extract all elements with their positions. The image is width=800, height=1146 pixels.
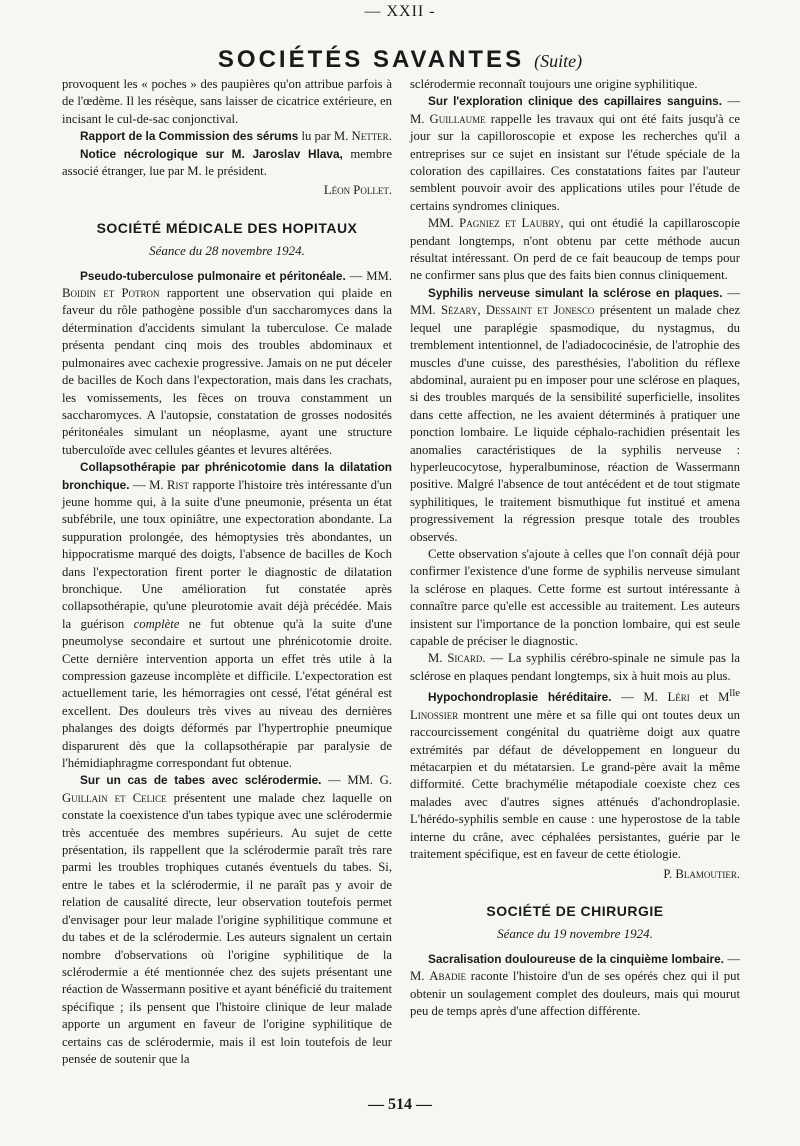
paragraph: Sur un cas de tabes avec sclérodermie. — MM. G. Guillain et Celice présentent une malade chez laquelle on constate la coexistence d'un tabes typique avec une sclérodermie très accentuée des membres supérieurs. Au sujet de cette présentation, ils rappellent que la sclérodermie paraît très rare parmi les troubles trophiques cutanés éventuels du tabes. Si, entre le tabes et la sclérodermie, il ne paraît pas y avoir de relation de causalité directe, leur observation toutefois permet d'envisager pour leur malade l'origine syphilitique commune et du tabes et de la sclérodermie. Les auteurs signalent un certain nombre d'observations où l'origine syphilitique de la sclérodermie a été mentionnée chez des sujets présentant une réaction de Wassermann positive et ayant bénéficié du traitement spécifique ; ils pensent que l'histoire clinique de leur malade apporte un argument en faveur de l'origine syphilitique de certains cas de sclérodermie, mais il est loin toutefois de leur pensée de soutenir que la (62, 773, 392, 1066)
paragraph: Notice nécrologique sur M. Jaroslav Hlava, membre associé étranger, lue par M. le président. (62, 146, 392, 179)
page-subtitle: (Suite) (534, 51, 583, 71)
signature: P. Blamoutier. (663, 866, 740, 881)
paragraph: M. Sicard. — La syphilis cérébro-spinale ne simule pas la sclérose en plaques pendant longtemps, six à huit mois au plus. (410, 651, 740, 683)
section-date: Séance du 19 novembre 1924. (497, 926, 653, 942)
page-header (0, 46, 800, 74)
section-title: SOCIÉTÉ MÉDICALE DES HOPITAUX (96, 219, 358, 236)
right-column (410, 76, 740, 1020)
paragraph: Syphilis nerveuse simulant la sclérose en plaques. — MM. Sézary, Dessaint et Jonesco présentent un malade chez lequel une paraplégie spasmodique, du nystagmus, du tremblement intentionnel, de l'adiadococinésie, de l'atrophie des muscles d'une cuisse, des paresthésies, l'abolition du réflexe abdominal, auraient pu en imposer pour une sclérose en plaques, si des troubles marqués de la sensibilité superficielle, insolites dans cette affection, ne les avaient déterminés à pratiquer une ponction lombaire. Le liquide céphalo-rachidien présentait les anomalies caractéristiques de la syphilis nerveuse : hyperleucocytose, hyperalbuminose, réaction de Wassermann positive. Malgré l'absence de tout antécédent et de tout stigmate syphilitiques, le traitement bismuthique fut institué et amena progressivement la régression presque totale des troubles observés. (410, 285, 740, 544)
paragraph: sclérodermie reconnaît toujours une origine syphilitique. (410, 77, 698, 91)
roman-page-number: — XXII - (364, 3, 436, 20)
paragraph: provoquent les « poches » des paupières qu'on attribue parfois à de l'œdème. Il les résèque, sans laisser de cicatrice extérieure, en incisant le cul-de-sac conjonctival. (62, 77, 392, 126)
paragraph: Hypochondroplasie héréditaire. — M. Léri et $M^{lle}$ Linossier montrent une mère et sa fille qui ont toutes deux un raccourcissement congénital du quatrième doigt aux quatre extrémités par défaut de développement en longueur du métacarpien et du métatarsien. Le grand-père avait la même difformité. Cette brachymélie métapodiale coexiste chez ces malades avec d'autres signes atténués d'achondroplasie. L'hérédo-syphilis semble en cause : une hyperostose de la table interne du crâne, avec céphalées persistantes, guérie par le traitement spécifique, est en faveur de cette étiologie. (410, 688, 740, 862)
signature: Léon Pollet. (323, 183, 392, 198)
paragraph: Collapsothérapie par phrénicotomie dans la dilatation bronchique. — M. Rist rapporte l'histoire très intéressante d'un jeune homme qui, à la suite d'une pneumonie, présenta un état subfébrile, une toux opiniâtre, une expectoration abondante. La suppuration prolongée, des hémoptysies très abondantes, un hippocratisme marqué des doigts, l'absence de bacilles de Koch dans l'expectoration firent porter le diagnostic de dilatation bronchique. Une amélioration fut constatée après collapsothérapie, qu'une pleurotomie avait déjà précédée. Mais la guérison complète ne fut obtenue qu'à la suite d'une pneumolyse secondaire et surtout une phrénicotomie droite. Cette dernière intervention apporta un effet très utile à la compression gazeuse incomplète et difficile. L'expectoration est actuellement tarie, les hémorragies ont cessé, l'état général est excellent. Des douleurs très vives au niveau des dernières phalanges des doigts déformés par l'hypertrophie pneumique disparurent dès que la collapsothérapie par paralysie de l'hémidiaphragme correspondant fut obtenue. (62, 460, 392, 771)
paragraph: Cette observation s'ajoute à celles que l'on connaît déjà pour confirmer l'existence d'une forme de syphilis nerveuse simulant la sclérose en plaques. Cette forme est surtout intéressante à connaître parce qu'elle est accessible au traitement. Les auteurs insistent sur l'importance de la ponction lombaire, qui est seule capable de préciser le diagnostic. (410, 546, 740, 648)
section-date: Séance du 28 novembre 1924. (149, 243, 305, 259)
section-title: SOCIÉTÉ DE CHIRURGIE (486, 902, 664, 919)
page-title: SOCIÉTÉS SAVANTES (217, 46, 525, 73)
page-number: — 514 — (368, 1096, 432, 1113)
paragraph: Sacralisation douloureuse de la cinquième lombaire. — M. Abadie raconte l'histoire d'un de ses opérés chez qui il put obtenir un soulagement complet des douleurs, mais qui mourut peu de temps après d'une affection différente. (410, 951, 741, 1018)
paragraph: Pseudo-tuberculose pulmonaire et péritonéale. — MM. Boidin et Potron rapportent une observation qui plaide en faveur du rôle pathogène possible d'un saccharomyces dans la détermination d'accidents simulant la tuberculose. Ce malade présenta pendant cinq mois des troubles abdominaux et pulmonaires avec cachexie progressive. Jamais on ne put déceler de bacilles de Koch dans l'expectoration, mais dans les crachats, les vomissements, les fèces on trouva constamment un saccharomyces. A l'autopsie, constatation de grosses nodosités péritonéales simulant un néoplasme, ayant une structure tuberculoïde avec cellules géantes et levures altérées. (62, 268, 392, 457)
paragraph: MM. Pagniez et Laubry, qui ont étudié la capillaroscopie pendant longtemps, n'ont obtenu par cette méthode aucun résultat intéressant. On perd de ce fait beaucoup de temps pour ne confirmer sans plus que des faits bien connus cliniquement. (410, 216, 740, 283)
left-column (62, 76, 392, 1068)
paragraph: Sur l'exploration clinique des capillaires sanguins. — M. Guillaume rappelle les travaux qui ont été faits jusqu'à ce jour sur la capilloroscopie et expose les recherches qu'il a entreprises sur ce sujet en insistant sur l'étude spéciale de la coloration des capillaires. Ces constatations faites par l'auteur semblent pouvoir avoir des applications utiles pour l'étude de certains syndromes cliniques. (410, 94, 741, 213)
paragraph: Rapport de la Commission des sérums lu par M. Netter. (80, 129, 392, 144)
